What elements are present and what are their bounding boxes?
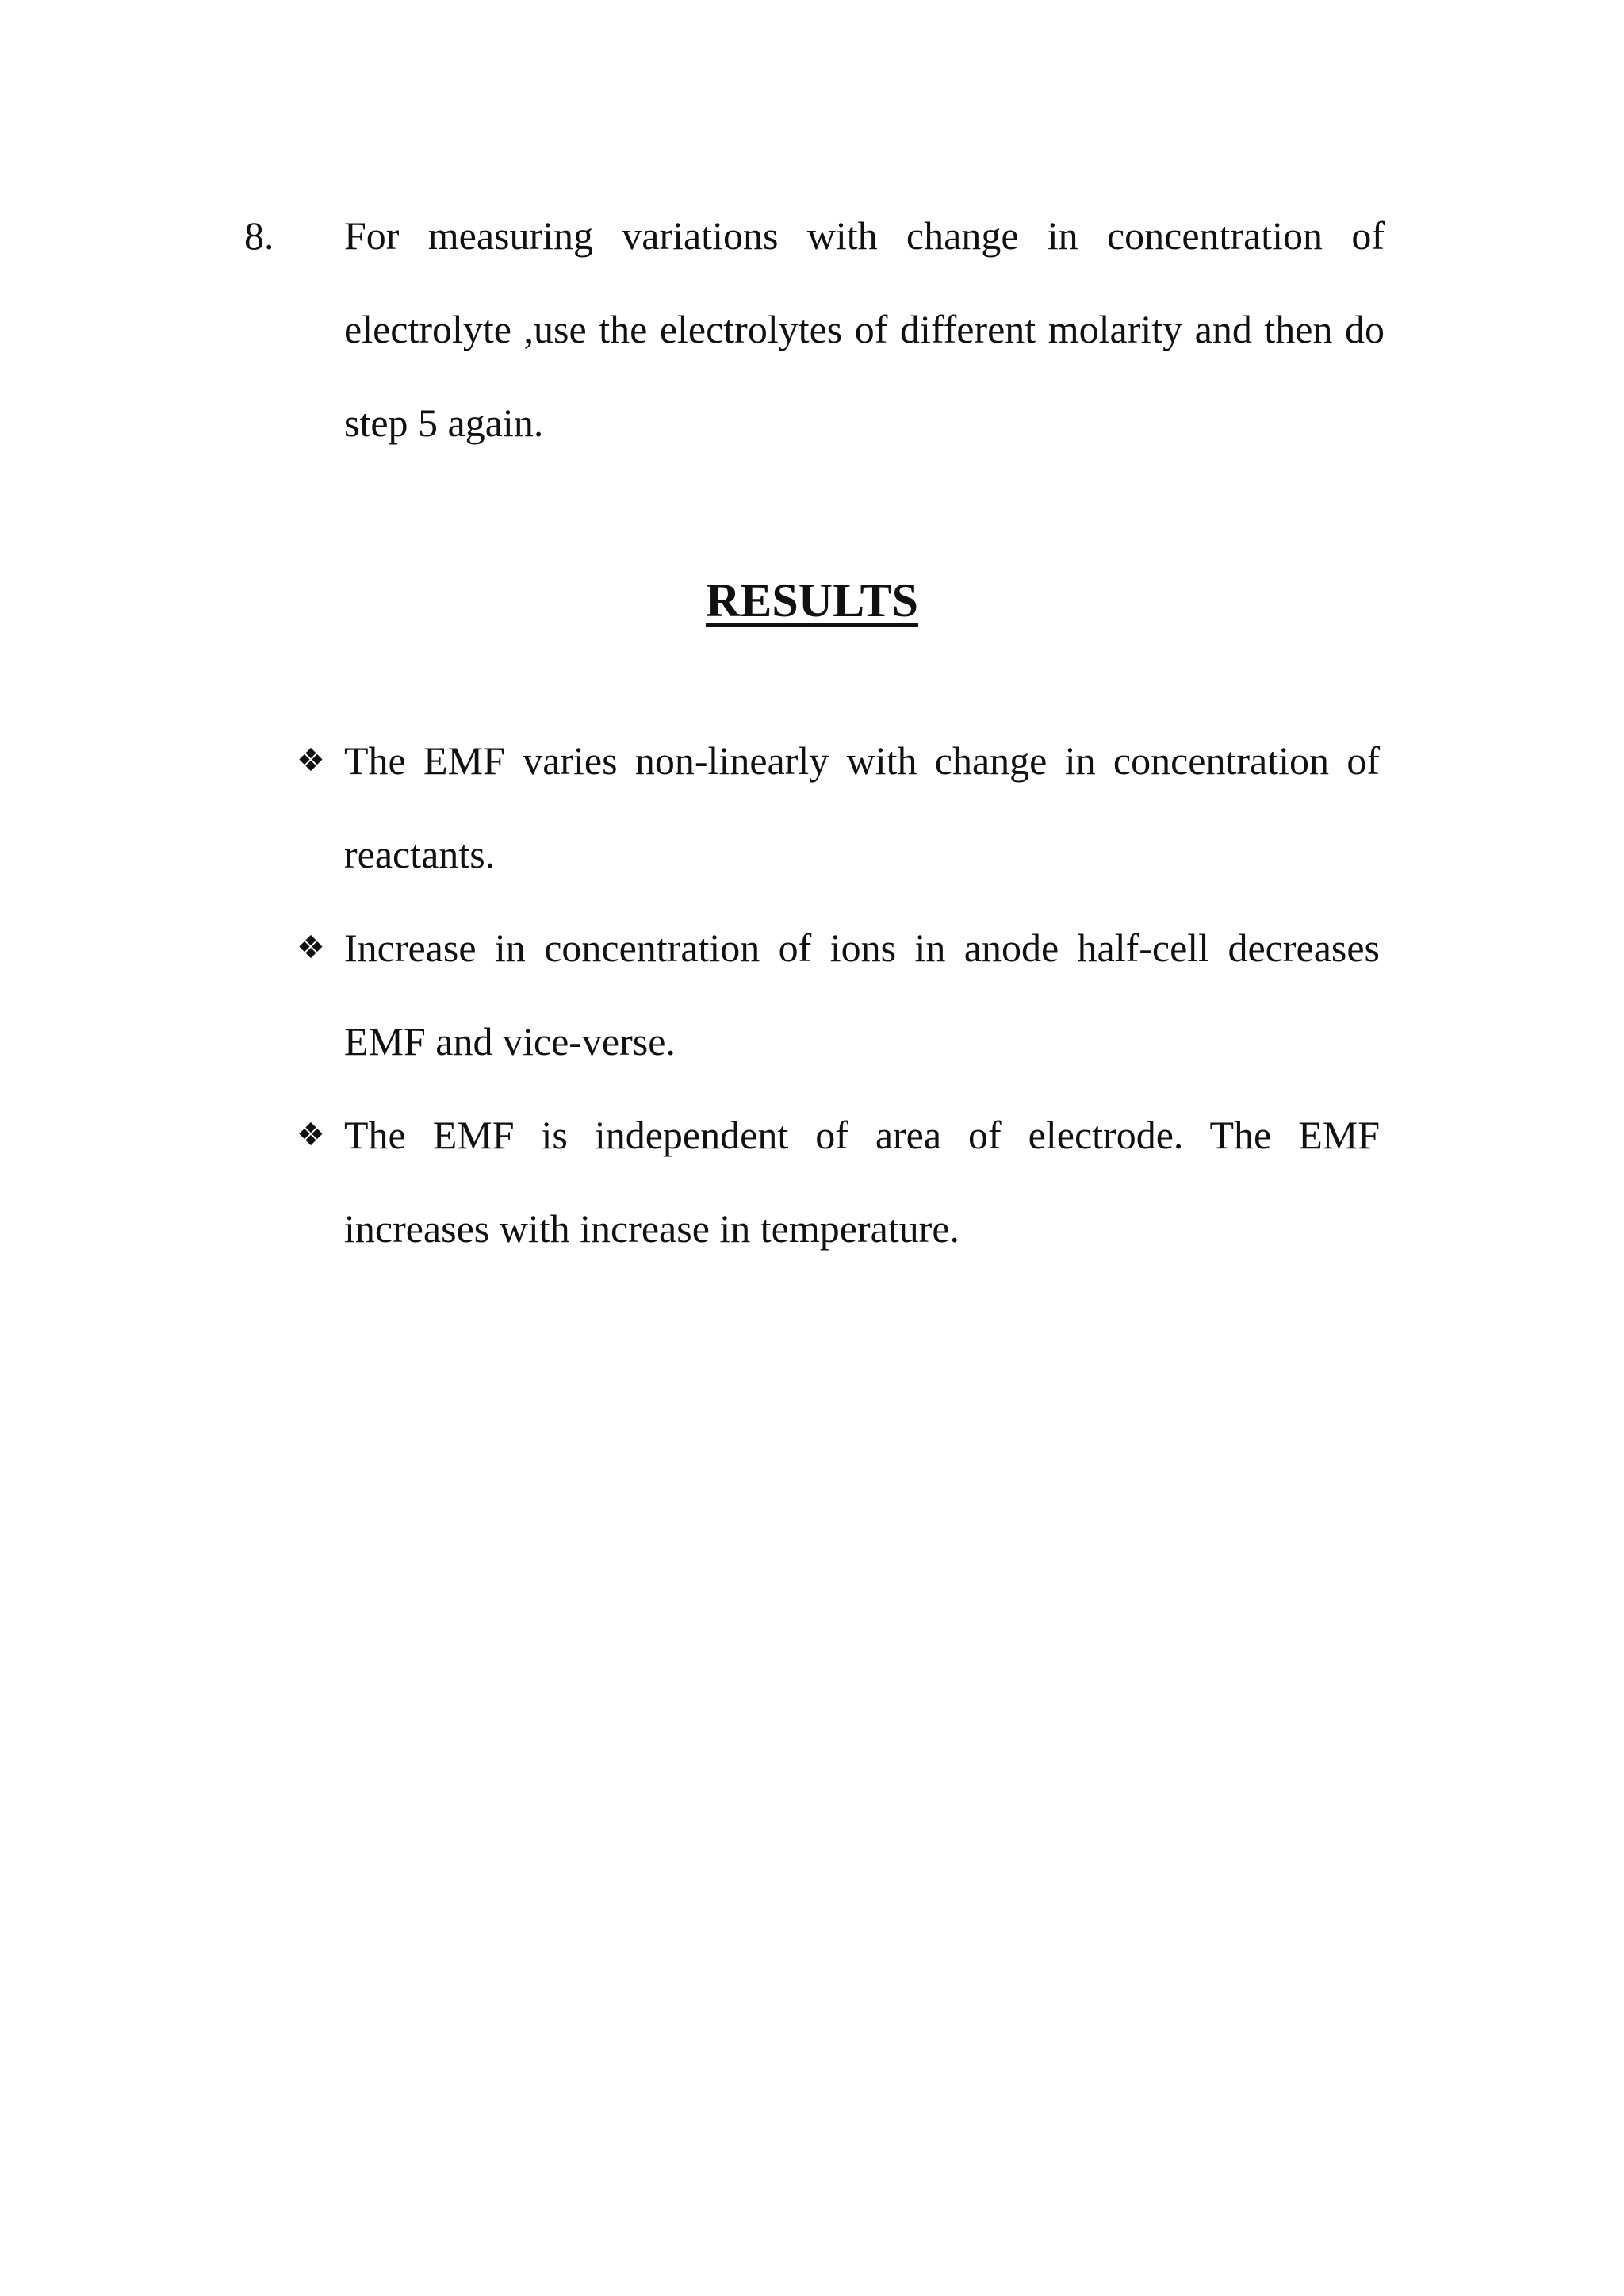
diamond-bullet-icon: ❖ — [297, 742, 325, 779]
diamond-bullet-icon: ❖ — [297, 930, 325, 966]
step-number: 8. — [244, 213, 274, 258]
list-item — [297, 901, 1380, 1088]
result-text: Increase in concentration of ions in anode half-cell decreases EMF and vice-verse. — [344, 926, 1380, 1064]
result-text: The EMF varies non-linearly with change in concentration of reactants. — [344, 738, 1380, 876]
list-item — [297, 714, 1380, 901]
step-text: For measuring variations with change in concentration of electrolyte ,use the electrolytes of different molarity and then do step 5 again. — [344, 213, 1385, 445]
results-heading: RESULTS — [706, 574, 918, 627]
results-list — [297, 714, 1380, 1275]
diamond-bullet-icon: ❖ — [297, 1117, 325, 1153]
list-item — [297, 1088, 1380, 1275]
result-text: The EMF is independent of area of electrode. The EMF increases with increase in temperature. — [344, 1113, 1380, 1251]
